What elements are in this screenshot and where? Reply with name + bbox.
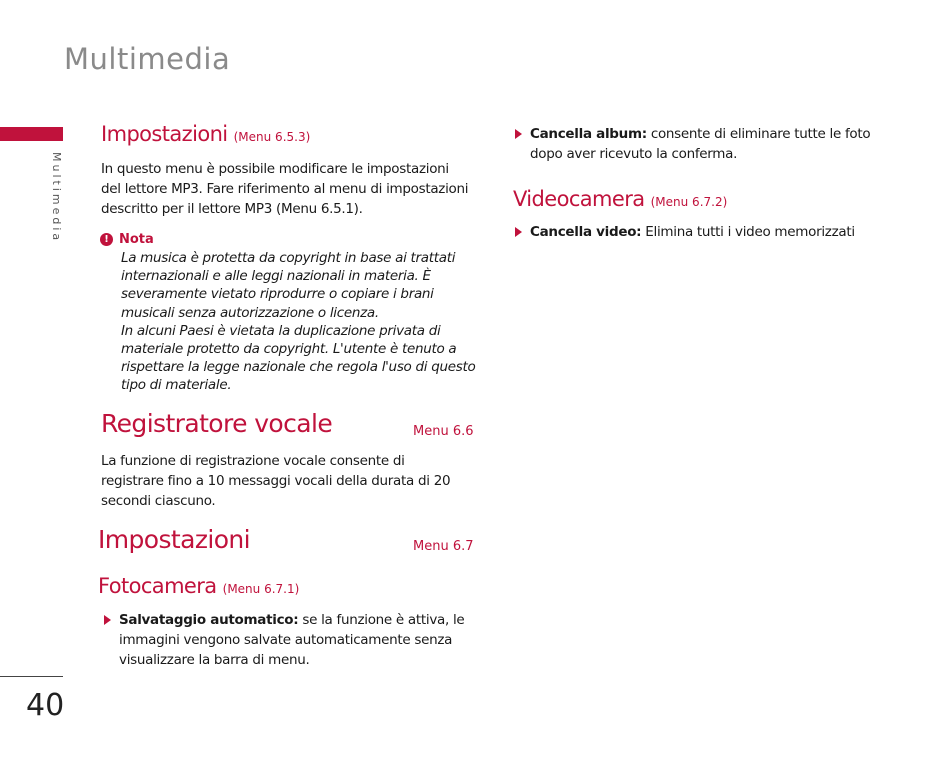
note-paragraph-2: In alcuni Paesi è vietata la duplicazione privata di materiale protetto da copyright. L'utente è tenuto a rispettare la legge nazionale che regola l'uso di questo tipo di materiale.	[121, 322, 476, 394]
bullet-content	[530, 222, 855, 242]
section-tab-marker	[0, 127, 63, 141]
warning-icon: !	[100, 233, 113, 246]
videocamera-heading	[513, 187, 727, 211]
salvataggio-automatico-item	[104, 610, 474, 670]
note-body	[121, 249, 476, 395]
bullet-content	[119, 610, 474, 670]
cancella-video-item	[515, 222, 895, 242]
menu-reference: (Menu 6.7.2)	[650, 195, 728, 209]
fotocamera-heading	[98, 574, 299, 598]
bullet-text: Elimina tutti i video memorizzati	[641, 224, 855, 240]
cancella-album-item	[515, 124, 895, 164]
bullet-text: se la funzione è attiva, le immagini vengono salvate automaticamente senza visualizzare la barra di menu.	[119, 612, 465, 668]
heading-title: Impostazioni	[101, 122, 228, 146]
bullet-arrow-icon	[104, 615, 111, 625]
heading-title: Videocamera	[513, 187, 645, 211]
bullet-content	[530, 124, 895, 164]
bullet-title: Salvataggio automatico:	[119, 612, 299, 628]
page-number: 40	[26, 688, 65, 723]
note-title: Nota	[119, 232, 154, 247]
footer-rule	[0, 676, 63, 677]
impostazioni-heading: Impostazioni	[98, 525, 250, 554]
impostazioni-mp3-text: In questo menu è possibile modificare le impostazioni del lettore MP3. Fare riferimento al menu di impostazioni descritto per il lettore MP3 (Menu 6.5.1).	[101, 161, 469, 217]
bullet-arrow-icon	[515, 227, 522, 237]
bullet-title: Cancella album:	[530, 126, 647, 142]
page-header-title: Multimedia	[64, 42, 231, 76]
menu-reference: (Menu 6.5.3)	[233, 130, 311, 144]
menu-reference: (Menu 6.7.1)	[222, 582, 300, 596]
heading-title: Fotocamera	[98, 574, 217, 598]
note-paragraph-1: La musica è protetta da copyright in base ai trattati internazionali e alle leggi nazionali in materia. È severamente vietato riprodurre o copiare i brani musicali senza autorizzazione o licenza.	[121, 250, 456, 321]
note-heading	[100, 232, 154, 247]
bullet-title: Cancella video:	[530, 224, 642, 240]
registratore-menu-reference: Menu 6.6	[413, 424, 474, 439]
side-section-label: Multimedia	[50, 152, 63, 244]
impostazioni-mp3-heading	[101, 122, 310, 146]
bullet-arrow-icon	[515, 129, 522, 139]
bullet-text: consente di eliminare tutte le foto dopo aver ricevuto la conferma.	[530, 126, 871, 162]
registratore-vocale-heading: Registratore vocale	[101, 409, 333, 438]
registratore-vocale-text: La funzione di registrazione vocale consente di registrare fino a 10 messaggi vocali della durata di 20 secondi ciascuno.	[101, 453, 451, 509]
impostazioni-menu-reference: Menu 6.7	[413, 539, 474, 554]
